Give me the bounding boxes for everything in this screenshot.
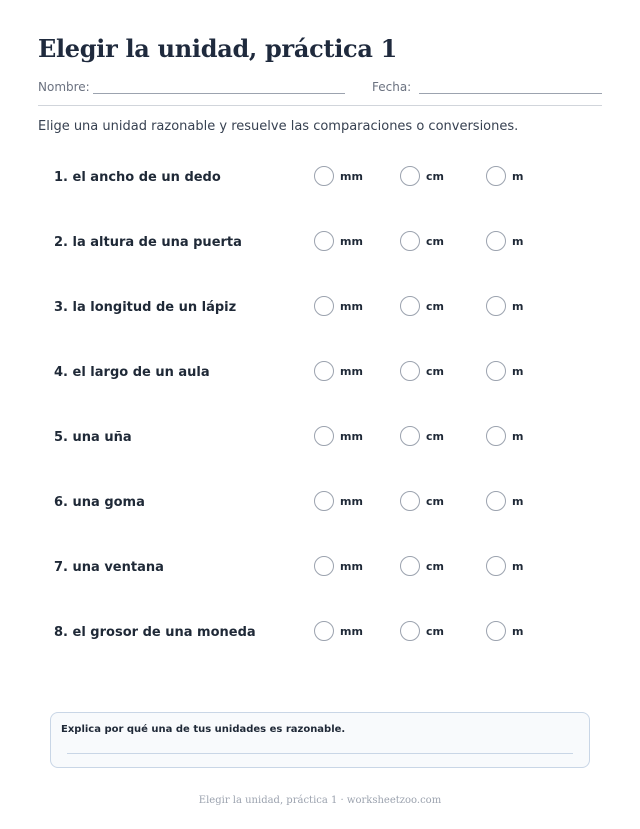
radio-circle[interactable] <box>486 491 506 511</box>
radio-circle[interactable] <box>314 621 334 641</box>
explanation-box <box>50 712 590 768</box>
radio-circle[interactable] <box>486 296 506 316</box>
option-label: mm <box>340 170 363 183</box>
explanation-answer-line[interactable] <box>67 753 573 754</box>
name-field-line[interactable] <box>93 93 345 94</box>
option-label: mm <box>340 235 363 248</box>
name-label: Nombre: <box>38 80 90 94</box>
instructions: Elige una unidad razonable y resuelve las comparaciones o conversiones. <box>38 119 519 134</box>
question-text: 3. la longitud de un lápiz <box>54 300 237 315</box>
option-label: mm <box>340 625 363 638</box>
question-text: 2. la altura de una puerta <box>54 235 242 250</box>
option-label: cm <box>426 170 444 183</box>
option-label: m <box>512 235 524 248</box>
option-label: cm <box>426 560 444 573</box>
name-date-row <box>38 80 602 96</box>
radio-circle[interactable] <box>400 556 420 576</box>
page-footer: Elegir la unidad, práctica 1 · worksheetzoo.com <box>198 795 442 806</box>
radio-circle[interactable] <box>486 556 506 576</box>
option-label: m <box>512 365 524 378</box>
option-label: m <box>512 430 524 443</box>
question-item <box>54 231 554 255</box>
radio-circle[interactable] <box>486 231 506 251</box>
question-item <box>54 556 554 580</box>
radio-circle[interactable] <box>400 166 420 186</box>
option-label: cm <box>426 300 444 313</box>
radio-circle[interactable] <box>400 296 420 316</box>
question-text: 4. el largo de un aula <box>54 365 210 380</box>
radio-circle[interactable] <box>486 166 506 186</box>
radio-circle[interactable] <box>314 166 334 186</box>
option-label: m <box>512 625 524 638</box>
option-label: mm <box>340 300 363 313</box>
radio-circle[interactable] <box>400 621 420 641</box>
option-label: m <box>512 495 524 508</box>
option-label: mm <box>340 430 363 443</box>
radio-circle[interactable] <box>314 556 334 576</box>
radio-circle[interactable] <box>400 491 420 511</box>
question-item <box>54 166 554 190</box>
option-label: cm <box>426 365 444 378</box>
option-label: mm <box>340 560 363 573</box>
option-label: cm <box>426 235 444 248</box>
radio-circle[interactable] <box>314 296 334 316</box>
question-item <box>54 491 554 515</box>
radio-circle[interactable] <box>400 426 420 446</box>
radio-circle[interactable] <box>400 231 420 251</box>
option-label: m <box>512 170 524 183</box>
radio-circle[interactable] <box>486 361 506 381</box>
explanation-prompt: Explica por qué una de tus unidades es razonable. <box>61 724 346 735</box>
question-item <box>54 361 554 385</box>
option-label: mm <box>340 495 363 508</box>
radio-circle[interactable] <box>314 426 334 446</box>
date-field-line[interactable] <box>419 93 602 94</box>
question-item <box>54 426 554 450</box>
option-label: m <box>512 560 524 573</box>
question-text: 6. una goma <box>54 495 145 510</box>
question-text: 1. el ancho de un dedo <box>54 170 221 185</box>
header-divider <box>38 105 602 106</box>
radio-circle[interactable] <box>314 361 334 381</box>
question-item <box>54 621 554 645</box>
question-text: 7. una ventana <box>54 560 164 575</box>
radio-circle[interactable] <box>486 426 506 446</box>
question-text: 5. una uña <box>54 430 132 445</box>
option-label: m <box>512 300 524 313</box>
question-text: 8. el grosor de una moneda <box>54 625 256 640</box>
option-label: cm <box>426 625 444 638</box>
page-title: Elegir la unidad, práctica 1 <box>38 34 398 63</box>
radio-circle[interactable] <box>314 491 334 511</box>
radio-circle[interactable] <box>486 621 506 641</box>
date-label: Fecha: <box>372 80 412 94</box>
radio-circle[interactable] <box>400 361 420 381</box>
radio-circle[interactable] <box>314 231 334 251</box>
option-label: mm <box>340 365 363 378</box>
question-item <box>54 296 554 320</box>
option-label: cm <box>426 495 444 508</box>
option-label: cm <box>426 430 444 443</box>
